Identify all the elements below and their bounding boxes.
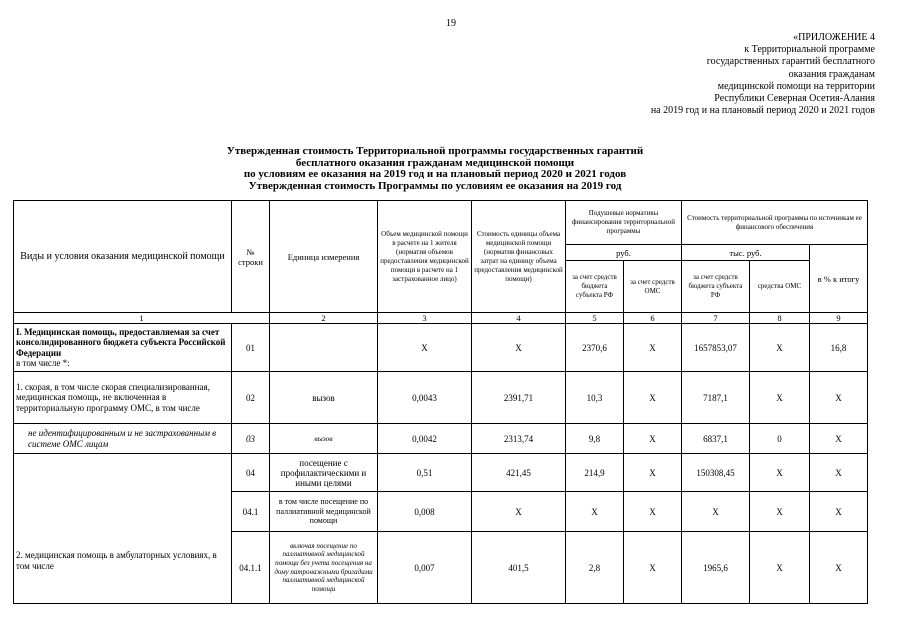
- index-cell: 1: [14, 313, 270, 324]
- appendix-header: [651, 32, 875, 117]
- row-name-extra: в том числе *:: [16, 358, 70, 368]
- appendix-line: государственных гарантий бесплатного: [706, 56, 875, 68]
- row-total-oms: Х: [750, 454, 810, 492]
- table-row: [14, 424, 868, 454]
- row-total-oms: Х: [750, 532, 810, 604]
- row-number: 04: [232, 454, 270, 492]
- row-pc-budget: Х: [566, 492, 624, 532]
- row-volume: 0,007: [378, 532, 472, 604]
- header-volume: Объем медицинской помощи в расчете на 1 жителя (норматив объемов предоставления медицинской помощи в расчете на 1 застрахованное лицо): [378, 201, 472, 313]
- row-name: 1. скорая, в том числе скорая специализированная, медицинская помощь, не включенная в территориальную программу ОМС, в том числе: [14, 372, 232, 424]
- row-pc-oms: Х: [624, 454, 682, 492]
- row-volume: 0,0042: [378, 424, 472, 454]
- row-unit: вызов: [270, 424, 378, 454]
- header-unit-cost: Стоимость единицы объема медицинской помощи (норматив финансовых затрат на единицу объема предоставления медицинской помощи): [472, 201, 566, 313]
- row-total-oms: Х: [750, 372, 810, 424]
- row-total-budget: 1657853,07: [682, 324, 750, 372]
- row-percent: Х: [810, 492, 868, 532]
- row-total-oms: Х: [750, 324, 810, 372]
- header-row-number: № строки: [232, 201, 270, 313]
- row-number: 04.1: [232, 492, 270, 532]
- header-budget-rub: за счет средств бюджета субъекта РФ: [566, 261, 624, 313]
- row-total-oms: Х: [750, 492, 810, 532]
- row-total-budget: Х: [682, 492, 750, 532]
- appendix-line: Республики Северная Осетия-Алания: [714, 93, 875, 105]
- appendix-line: на 2019 год и на плановый период 2020 и 2021 годов: [650, 105, 875, 117]
- header-total-cost: Стоимость территориальной программы по источникам ее финансового обеспечения: [682, 201, 868, 245]
- row-volume: 0,0043: [378, 372, 472, 424]
- page-number: 19: [446, 18, 456, 29]
- row-volume: Х: [378, 324, 472, 372]
- row-cost: 421,45: [472, 454, 566, 492]
- index-cell: 7: [682, 313, 750, 324]
- header-budget-thousand: за счет средств бюджета субъекта РФ: [682, 261, 750, 313]
- index-cell: 5: [566, 313, 624, 324]
- appendix-line: оказания гражданам: [788, 68, 875, 80]
- row-percent: 16,8: [810, 324, 868, 372]
- row-pc-budget: 10,3: [566, 372, 624, 424]
- row-total-budget: 1965,6: [682, 532, 750, 604]
- header-percent: в % к итогу: [810, 245, 868, 313]
- title-line: Утвержденная стоимость Территориальной программы государственных гарантий: [226, 145, 644, 157]
- row-percent: Х: [810, 372, 868, 424]
- row-percent: Х: [810, 532, 868, 604]
- row-cost: 2391,71: [472, 372, 566, 424]
- appendix-line: к Территориальной программе: [744, 44, 875, 56]
- row-volume: 0,51: [378, 454, 472, 492]
- row-number: 03: [232, 424, 270, 454]
- index-cell: 9: [810, 313, 868, 324]
- row-name: 2. медицинская помощь в амбулаторных условиях, в том числе: [14, 454, 232, 604]
- title-line: бесплатного оказания гражданам медицинской помощи: [295, 156, 575, 169]
- header-per-capita: Подушевые нормативы финансирования территориальной программы: [566, 201, 682, 245]
- header-thousand-rub: тыс. руб.: [682, 245, 810, 261]
- table-row: [14, 454, 868, 492]
- row-pc-budget: 9,8: [566, 424, 624, 454]
- row-percent: Х: [810, 454, 868, 492]
- row-name-main: I. Медицинская помощь, предоставляемая за счет консолидированного бюджета субъекта Российской Федерации: [16, 326, 226, 358]
- row-volume: 0,008: [378, 492, 472, 532]
- row-name: [14, 324, 232, 372]
- index-cell: 8: [750, 313, 810, 324]
- row-total-oms: 0: [750, 424, 810, 454]
- table-row: [14, 324, 868, 372]
- row-percent: Х: [810, 424, 868, 454]
- index-cell: 6: [624, 313, 682, 324]
- row-total-budget: 6837,1: [682, 424, 750, 454]
- index-cell: 3: [378, 313, 472, 324]
- row-number: 01: [232, 324, 270, 372]
- header-unit: Единица измерения: [270, 201, 378, 313]
- row-pc-oms: Х: [624, 424, 682, 454]
- header-oms-rub: за счет средств ОМС: [624, 261, 682, 313]
- row-pc-oms: Х: [624, 532, 682, 604]
- row-pc-oms: Х: [624, 372, 682, 424]
- row-unit: посещение с профилактическими и иными целями: [270, 454, 378, 492]
- index-cell: 4: [472, 313, 566, 324]
- row-number: 04.1.1: [232, 532, 270, 604]
- row-cost: 2313,74: [472, 424, 566, 454]
- row-cost: 401,5: [472, 532, 566, 604]
- cost-table: [13, 200, 868, 604]
- row-number: 02: [232, 372, 270, 424]
- row-cost: Х: [472, 324, 566, 372]
- row-unit: включая посещение по паллиативной медицинской помощи без учета посещения на дому патронажными бригадами паллиативной медицинской помощи: [270, 532, 378, 604]
- index-cell: 2: [270, 313, 378, 324]
- row-pc-oms: Х: [624, 324, 682, 372]
- row-cost: Х: [472, 492, 566, 532]
- appendix-line: медицинской помощи на территории: [717, 80, 875, 92]
- title-line: по условиям ее оказания на 2019 год и на плановый период 2020 и 2021 годов: [243, 168, 627, 181]
- row-name: не идентифицированным и не застрахованным в системе ОМС лицам: [14, 424, 232, 454]
- header-oms-thousand: средства ОМС: [750, 261, 810, 313]
- row-unit: вызов: [270, 372, 378, 424]
- header-kinds: Виды и условия оказания медицинской помощи: [14, 201, 232, 313]
- appendix-line: «ПРИЛОЖЕНИЕ 4: [793, 32, 875, 43]
- row-unit: [270, 324, 378, 372]
- row-pc-oms: Х: [624, 492, 682, 532]
- row-pc-budget: 2,8: [566, 532, 624, 604]
- row-pc-budget: 214,9: [566, 454, 624, 492]
- header-rub: руб.: [566, 245, 682, 261]
- row-pc-budget: 2370,6: [566, 324, 624, 372]
- row-unit: в том числе посещение по паллиативной медицинской помощи: [270, 492, 378, 532]
- title-line: Утвержденная стоимость Программы по условиям ее оказания на 2019 год: [248, 179, 622, 192]
- row-total-budget: 150308,45: [682, 454, 750, 492]
- table-row: [14, 372, 868, 424]
- row-total-budget: 7187,1: [682, 372, 750, 424]
- document-title: [200, 146, 670, 192]
